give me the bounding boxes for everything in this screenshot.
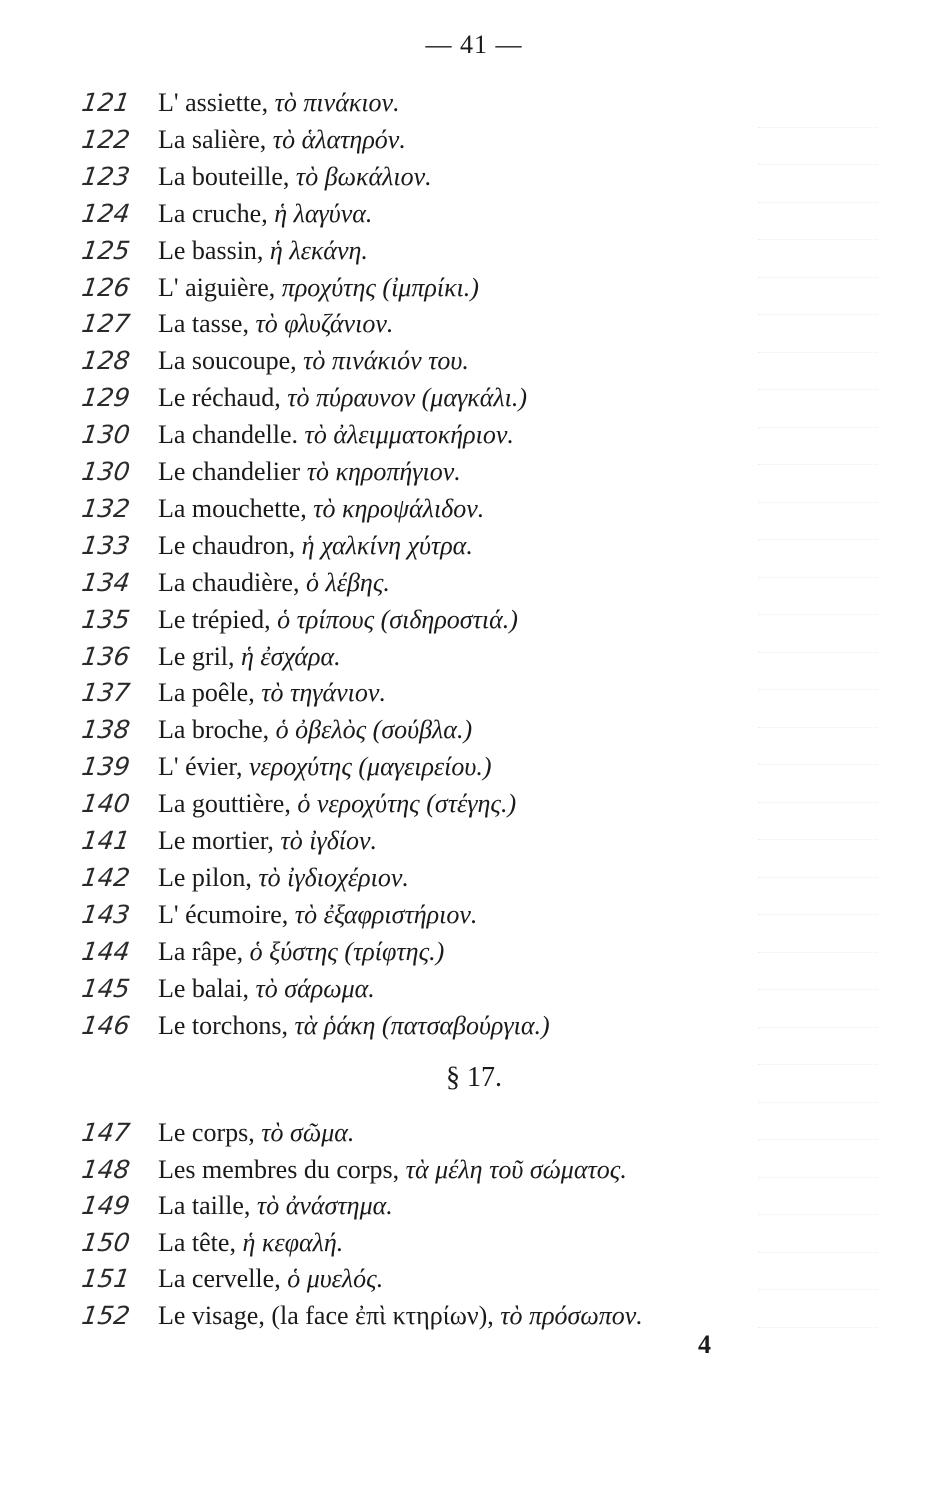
entry-text: [158, 1191, 393, 1221]
french-term: Le bassin,: [158, 235, 264, 265]
greek-term: ὁ ὀβελὸς (σούβλα.): [275, 715, 473, 745]
entry-text: [158, 752, 491, 782]
handwritten-number: 134: [79, 567, 132, 597]
vocabulary-entry: [0, 826, 900, 862]
french-term: Le corps,: [158, 1118, 255, 1147]
french-term: L' assiette,: [158, 88, 269, 117]
handwritten-number: 124: [79, 198, 132, 228]
handwritten-number: 143: [79, 899, 132, 929]
french-term: L' écumoire,: [158, 899, 289, 929]
greek-term: τὸ τηγάνιον.: [261, 678, 386, 708]
handwritten-number: 148: [79, 1154, 132, 1184]
french-term: La bouteille,: [158, 161, 290, 191]
greek-term: τὸ ἐξαφριστήριον.: [294, 899, 478, 929]
french-term: Le chandelier: [158, 457, 301, 486]
greek-term: τὸ ἰγδιοχέριον.: [258, 862, 409, 892]
handwritten-number: 121: [79, 88, 132, 117]
handwritten-number: 130: [79, 457, 132, 486]
entry-text: [158, 900, 477, 930]
vocabulary-entry: [0, 199, 900, 235]
entry-text: [158, 605, 518, 635]
entry-text: [158, 346, 469, 376]
handwritten-number: 138: [79, 715, 132, 745]
greek-term: ὁ ξύστης (τρίφτης.): [249, 936, 445, 966]
greek-term: ὁ λέβης.: [305, 567, 390, 597]
entry-text: [158, 1155, 627, 1185]
greek-term: ὁ τρίπους (σιδηροστιά.): [277, 604, 518, 634]
entry-text: [158, 863, 409, 893]
greek-term: ὁ μυελός.: [287, 1264, 384, 1294]
french-term: La tasse,: [158, 309, 249, 339]
french-term: La tête,: [158, 1227, 236, 1257]
greek-term: τὸ πρόσωπον.: [500, 1301, 643, 1330]
greek-term: νεροχύτης (μαγειρείου.): [249, 752, 492, 782]
entry-text: [158, 568, 390, 598]
french-term: La mouchette,: [158, 493, 307, 523]
vocabulary-entry: [0, 789, 900, 825]
handwritten-number: 144: [79, 936, 132, 966]
vocabulary-entry: [0, 605, 900, 641]
handwritten-number: 127: [79, 309, 132, 339]
entry-text: [158, 494, 484, 524]
french-term: La chaudière,: [158, 567, 300, 597]
vocabulary-entry: [0, 752, 900, 788]
vocabulary-entry: [0, 88, 900, 124]
greek-term: τὸ βωκάλιον.: [295, 161, 432, 191]
greek-term: τὸ ἀνάστημα.: [256, 1191, 393, 1221]
entry-text: [158, 236, 368, 266]
vocabulary-entry: [0, 642, 900, 678]
vocabulary-entry: [0, 420, 900, 456]
handwritten-number: 136: [79, 641, 132, 671]
vocabulary-entry: [0, 900, 900, 936]
french-term: La broche,: [158, 715, 270, 745]
vocabulary-entry: [0, 531, 900, 567]
french-term: La taille,: [158, 1191, 251, 1221]
handwritten-number: 129: [79, 383, 132, 413]
greek-term: τὸ σῶμα.: [261, 1118, 355, 1147]
vocabulary-entry: [0, 678, 900, 714]
vocabulary-entry: [0, 162, 900, 198]
french-term: La chandelle.: [158, 420, 299, 450]
entry-text: [158, 383, 527, 413]
entry-text: [158, 162, 432, 192]
vocabulary-entry: [0, 457, 900, 493]
handwritten-number: 135: [79, 604, 132, 634]
handwritten-number: 140: [79, 789, 132, 819]
handwritten-number: 128: [79, 346, 132, 376]
french-term: La salière,: [158, 124, 267, 154]
vocabulary-entry: [0, 1301, 900, 1337]
greek-term: τὸ ἁλατηρόν.: [272, 124, 406, 154]
vocabulary-entry: [0, 1011, 900, 1047]
french-term: Le gril,: [158, 641, 235, 671]
vocabulary-entry: [0, 863, 900, 899]
vocabulary-entry: [0, 937, 900, 973]
greek-term: τὸ ἀλειμματοκήριον.: [304, 420, 514, 450]
entry-text: [158, 420, 514, 450]
entry-text: [158, 199, 372, 229]
handwritten-number: 152: [79, 1301, 132, 1330]
vocabulary-entry: [0, 236, 900, 272]
entry-text: [158, 678, 386, 708]
greek-term: τὰ ῥάκη (πατσαβούργια.): [294, 1010, 550, 1040]
entry-text: [158, 531, 473, 561]
handwritten-number: 133: [79, 530, 132, 560]
vocabulary-entry: [0, 309, 900, 345]
greek-term: τὸ φλυζάνιον.: [255, 309, 394, 339]
entry-text: [158, 1011, 550, 1041]
greek-term: τὸ σάρωμα.: [255, 973, 375, 1003]
greek-term: τὸ κηροψάλιδον.: [313, 493, 485, 523]
handwritten-number: 147: [79, 1118, 132, 1147]
french-term: Le visage, (la face ἐπὶ κτηρίων),: [158, 1301, 494, 1330]
greek-term: ὁ νεροχύτης (στέγης.): [297, 789, 517, 819]
page-number: — 41 —: [425, 30, 523, 59]
greek-term: τὸ πινάκιόν του.: [303, 346, 469, 376]
vocabulary-entry: [0, 1228, 900, 1264]
handwritten-number: 145: [79, 973, 132, 1003]
entry-text: [158, 1118, 354, 1148]
french-term: Le trépied,: [158, 604, 271, 634]
handwritten-number: 146: [79, 1010, 132, 1040]
vocabulary-entry: [0, 494, 900, 530]
vocabulary-entry: [0, 1155, 900, 1191]
vocabulary-entry: [0, 346, 900, 382]
section-heading: § 17.: [446, 1062, 502, 1093]
handwritten-number: 122: [79, 124, 132, 154]
vocabulary-entry: [0, 568, 900, 604]
french-term: La râpe,: [158, 936, 244, 966]
greek-term: τὸ πύραυνον (μαγκάλι.): [287, 383, 527, 413]
greek-term: ἡ κεφαλή.: [242, 1227, 344, 1257]
entry-text: [158, 826, 377, 856]
french-term: Le mortier,: [158, 826, 274, 855]
handwritten-number: 149: [79, 1191, 132, 1221]
greek-term: τὸ κηροπήγιον.: [306, 457, 461, 486]
handwritten-number: 126: [79, 272, 132, 302]
greek-term: ἡ ἐσχάρα.: [241, 641, 341, 671]
french-term: Le réchaud,: [158, 383, 281, 413]
vocabulary-entry: [0, 715, 900, 751]
french-term: La cervelle,: [158, 1264, 281, 1294]
greek-term: τὸ ἰγδίον.: [280, 826, 378, 855]
handwritten-number: 139: [79, 752, 132, 782]
vocabulary-entry: [0, 125, 900, 161]
signature-mark: 4: [698, 1330, 711, 1359]
entry-text: [158, 1264, 383, 1294]
greek-term: ἡ λεκάνη.: [269, 235, 368, 265]
vocabulary-entry: [0, 1191, 900, 1227]
greek-term: ἡ χαλκίνη χύτρα.: [301, 530, 473, 560]
handwritten-number: 141: [79, 826, 132, 855]
entry-text: [158, 273, 479, 303]
french-term: La soucoupe,: [158, 346, 297, 376]
french-term: L' aiguière,: [158, 272, 276, 302]
french-term: La cruche,: [158, 198, 268, 228]
entry-text: [158, 715, 472, 745]
french-term: L' évier,: [158, 752, 243, 782]
entry-text: [158, 457, 461, 487]
french-term: Le torchons,: [158, 1010, 288, 1040]
handwritten-number: 151: [79, 1264, 132, 1294]
entry-text: [158, 125, 406, 155]
french-term: Le balai,: [158, 973, 249, 1003]
handwritten-number: 125: [79, 235, 132, 265]
greek-term: τὰ μέλη τοῦ σώματος.: [405, 1154, 627, 1184]
french-term: Le pilon,: [158, 862, 252, 892]
vocabulary-entry: [0, 273, 900, 309]
greek-term: ἡ λαγύνα.: [274, 198, 373, 228]
handwritten-number: 130: [79, 420, 132, 450]
greek-term: τὸ πινάκιον.: [274, 88, 400, 117]
french-term: Le chaudron,: [158, 530, 296, 560]
french-term: La gouttière,: [158, 789, 291, 819]
entry-text: [158, 1228, 343, 1258]
vocabulary-entry: [0, 383, 900, 419]
entry-text: [158, 88, 400, 118]
entry-text: [158, 1301, 643, 1331]
entry-text: [158, 309, 393, 339]
entry-text: [158, 974, 375, 1004]
entry-text: [158, 937, 444, 967]
french-term: Les membres du corps,: [158, 1154, 400, 1184]
greek-term: προχύτης (ἰμπρίκι.): [281, 272, 479, 302]
handwritten-number: 150: [79, 1227, 132, 1257]
vocabulary-entry: [0, 1118, 900, 1154]
vocabulary-entry: [0, 1264, 900, 1300]
entry-text: [158, 789, 516, 819]
handwritten-number: 132: [79, 493, 132, 523]
handwritten-number: 123: [79, 161, 132, 191]
french-term: La poêle,: [158, 678, 255, 708]
vocabulary-entry: [0, 974, 900, 1010]
handwritten-number: 142: [79, 862, 132, 892]
entry-text: [158, 642, 341, 672]
handwritten-number: 137: [79, 678, 132, 708]
